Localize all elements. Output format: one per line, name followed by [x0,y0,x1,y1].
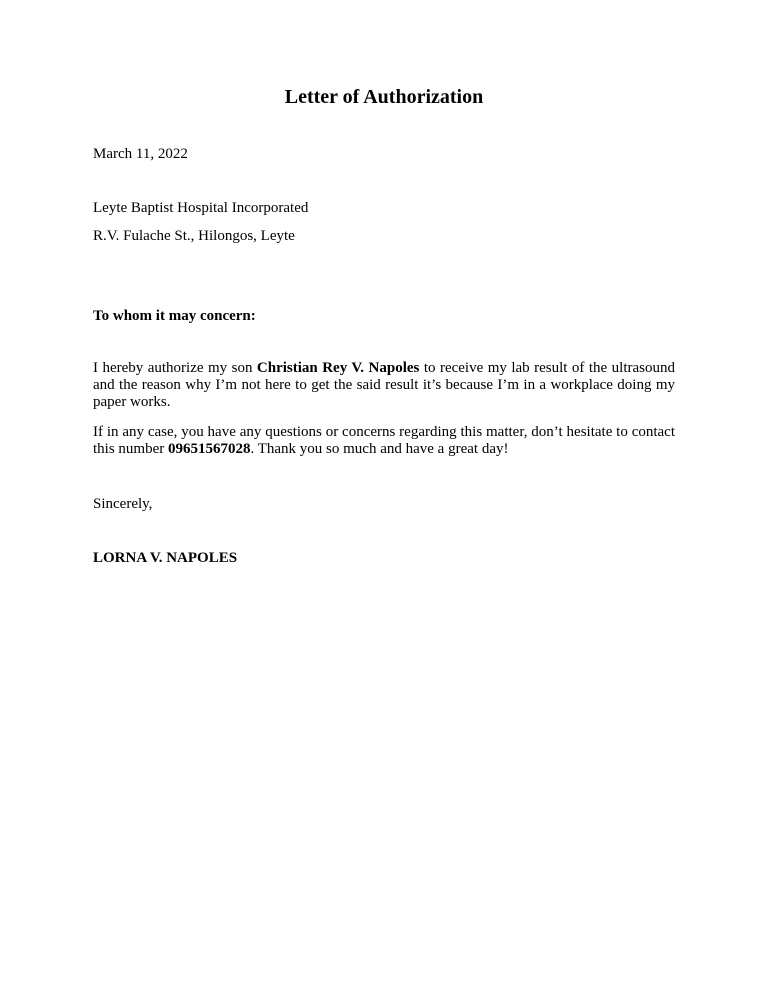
recipient-name: Leyte Baptist Hospital Incorporated [93,200,309,216]
signatory-name: LORNA V. NAPOLES [93,550,238,566]
letter-date: March 11, 2022 [93,146,188,162]
paragraph-2-text-end: . Thank you so much and have a great day! [250,441,509,457]
contact-number: 09651567028 [168,441,251,457]
closing: Sincerely, [93,496,153,512]
letter-title: Letter of Authorization [284,86,484,108]
authorized-person-name: Christian Rey V. Napoles [256,360,420,376]
salutation: To whom it may concern: [93,308,256,324]
paragraph-1-text-end: to receive my lab result of the ultrasound and the reason why I’m not here to get the said result it’s because I’m in a workplace doing my paper works. [93,360,675,410]
body-paragraph-2 [93,424,675,458]
recipient-address: R.V. Fulache St., Hilongos, Leyte [93,228,295,244]
paragraph-1-text-start: I hereby authorize my son [93,360,257,376]
paragraph-2-text-start: If in any case, you have any questions or concerns regarding this matter, don’t hesitate to contact this number [93,424,675,457]
body-paragraph-1 [93,360,675,411]
